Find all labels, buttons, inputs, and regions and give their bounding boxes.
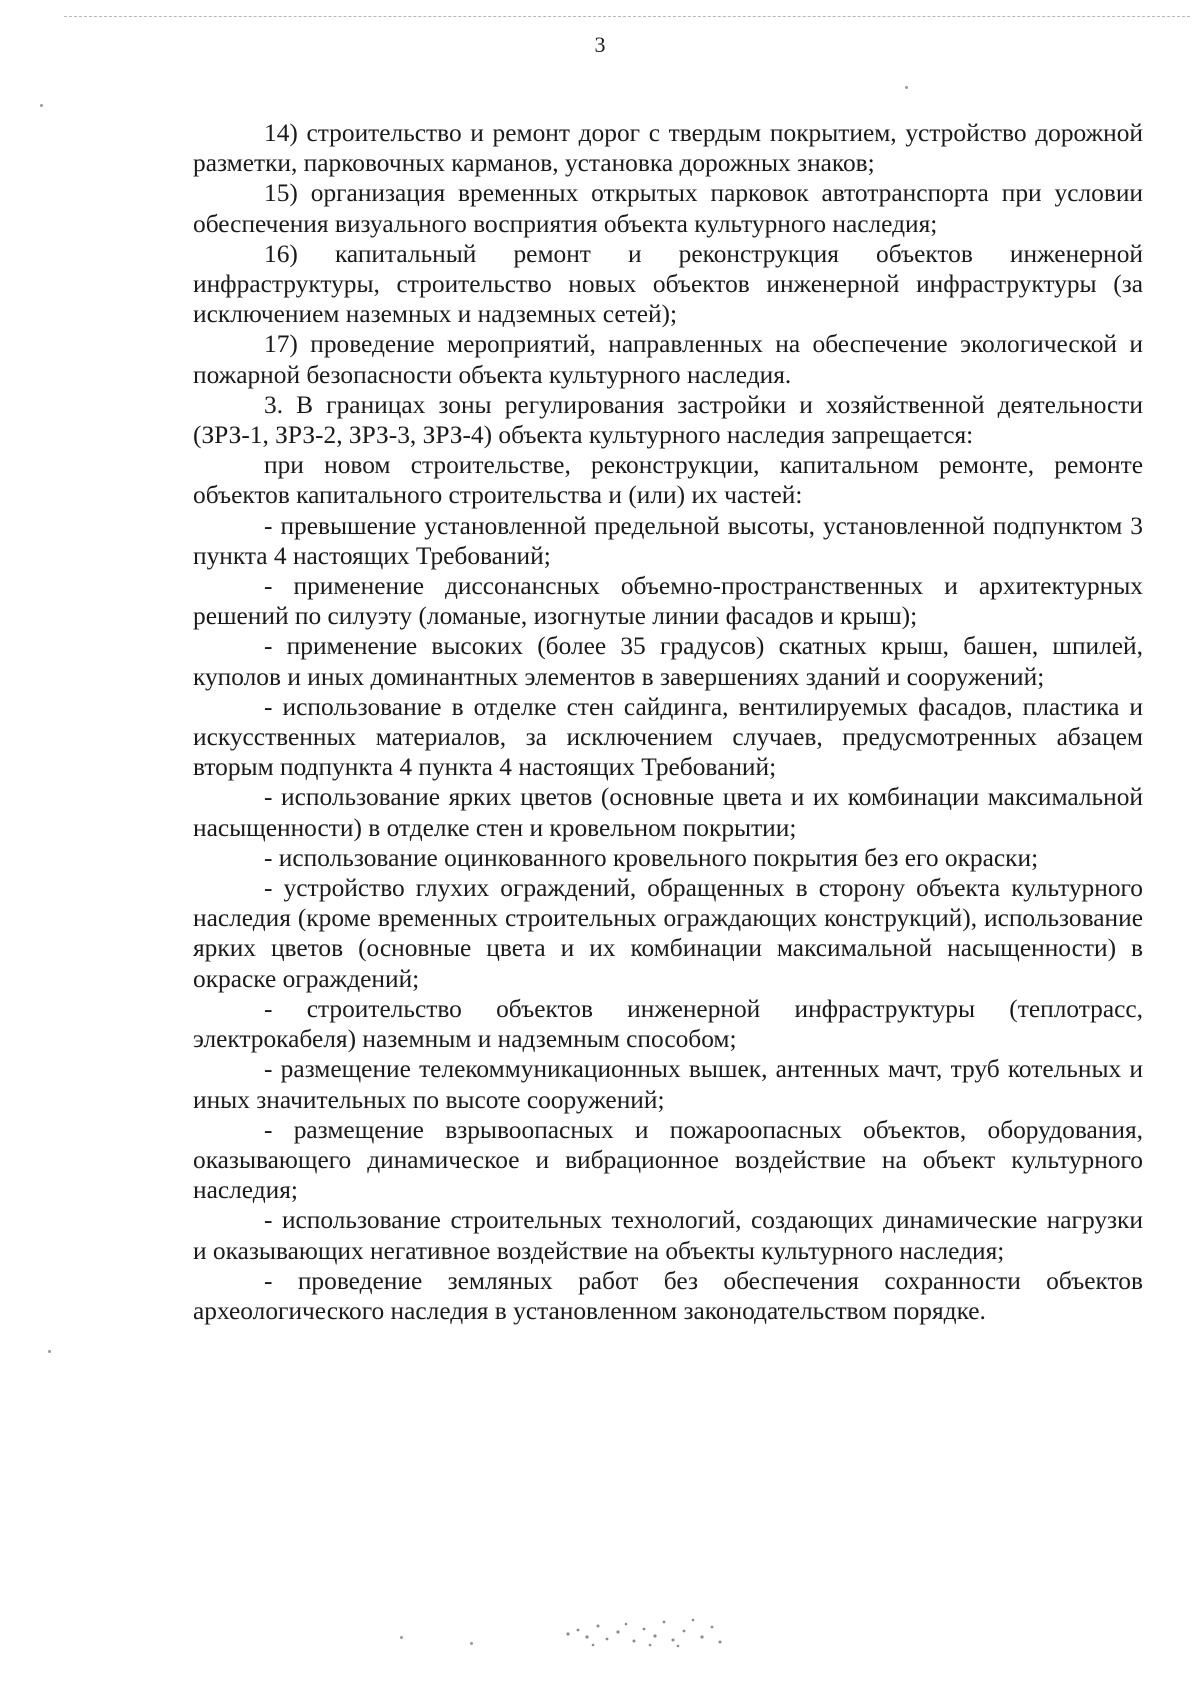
scan-edge-line — [64, 16, 1190, 17]
paragraph-construction-technologies: - использование строительных технологий, создающих динамические нагрузки и оказывающих негативное воздействие на объекты культурного наследия; — [193, 1206, 1143, 1265]
paragraph-siding: - использование в отделке стен сайдинга, вентилируемых фасадов, пластика и искусственных материалов, за исключением случаев, предусмотренных абзацем вторым подпункта 4 пункта 4 настоящих Требований; — [193, 692, 1143, 782]
paragraph-item-16: 16) капитальный ремонт и реконструкция объектов инженерной инфраструктуры, строительство новых объектов инженерной инфраструктуры (за исключением наземных и надземных сетей); — [193, 239, 1143, 329]
paragraph-blind-fences: - устройство глухих ограждений, обращенных в сторону объекта культурного наследия (кроме временных строительных ограждающих конструкций), использование ярких цветов (основные цвета и их комбинации максимальной насыщенности) в окраске ограждений; — [193, 874, 1143, 993]
scan-speck — [400, 1636, 403, 1639]
paragraph-item-15: 15) организация временных открытых парковок автотранспорта при условии обеспечения визуального восприятия объекта культурного наследия; — [193, 179, 1143, 238]
scan-speck — [48, 1350, 51, 1353]
paragraph-high-roofs: - применение высоких (более 35 градусов) скатных крыш, башен, шпилей, куполов и иных доминантных элементов в завершениях зданий и сооружений; — [193, 632, 1143, 691]
paragraph-intro-construction: при новом строительстве, реконструкции, капитальном ремонте, ремонте объектов капитального строительства и (или) их частей: — [193, 451, 1143, 510]
paragraph-galvanized-roof: - использование оцинкованного кровельного покрытия без его окраски; — [264, 843, 1039, 872]
document-body — [193, 118, 1143, 1326]
paragraph-telecom-towers: - размещение телекоммуникационных вышек, антенных мачт, труб котельных и иных значительных по высоте сооружений; — [193, 1055, 1143, 1114]
paragraph-height-limit: - превышение установленной предельной высоты, установленной подпунктом 3 пункта 4 настоящих Требований; — [193, 511, 1143, 570]
paragraph-bright-colors: - использование ярких цветов (основные цвета и их комбинации максимальной насыщенности) в отделке стен и кровельном покрытии; — [193, 783, 1143, 842]
paragraph-item-17: 17) проведение мероприятий, направленных на обеспечение экологической и пожарной безопасности объекта культурного наследия. — [193, 330, 1143, 389]
paragraph-engineering-infrastructure: - строительство объектов инженерной инфраструктуры (теплотрасс, электрокабеля) наземным и надземным способом; — [193, 994, 1143, 1054]
scan-noise-mark — [560, 1612, 730, 1652]
paragraph-hazardous-objects: - размещение взрывоопасных и пожароопасных объектов, оборудования, оказывающего динамическое и вибрационное воздействие на объект культурного наследия; — [193, 1115, 1143, 1205]
paragraph-section-3: 3. В границах зоны регулирования застройки и хозяйственной деятельности (ЗРЗ-1, ЗРЗ-2, ЗРЗ-3, ЗРЗ-4) объекта культурного наследия запрещается: — [193, 390, 1143, 450]
paragraph-item-14: 14) строительство и ремонт дорог с твердым покрытием, устройство дорожной разметки, парковочных карманов, установка дорожных знаков; — [193, 119, 1143, 178]
page-number: 3 — [594, 32, 606, 57]
paragraph-earthworks: - проведение земляных работ без обеспечения сохранности объектов археологического наследия в установленном законодательством порядке. — [193, 1266, 1143, 1325]
scan-speck — [470, 1642, 473, 1645]
scan-speck — [905, 86, 908, 89]
paragraph-dissonant-solutions: - применение диссонансных объемно-пространственных и архитектурных решений по силуэту (ломаные, изогнутые линии фасадов и крыш); — [193, 572, 1143, 631]
scan-speck — [40, 104, 43, 107]
